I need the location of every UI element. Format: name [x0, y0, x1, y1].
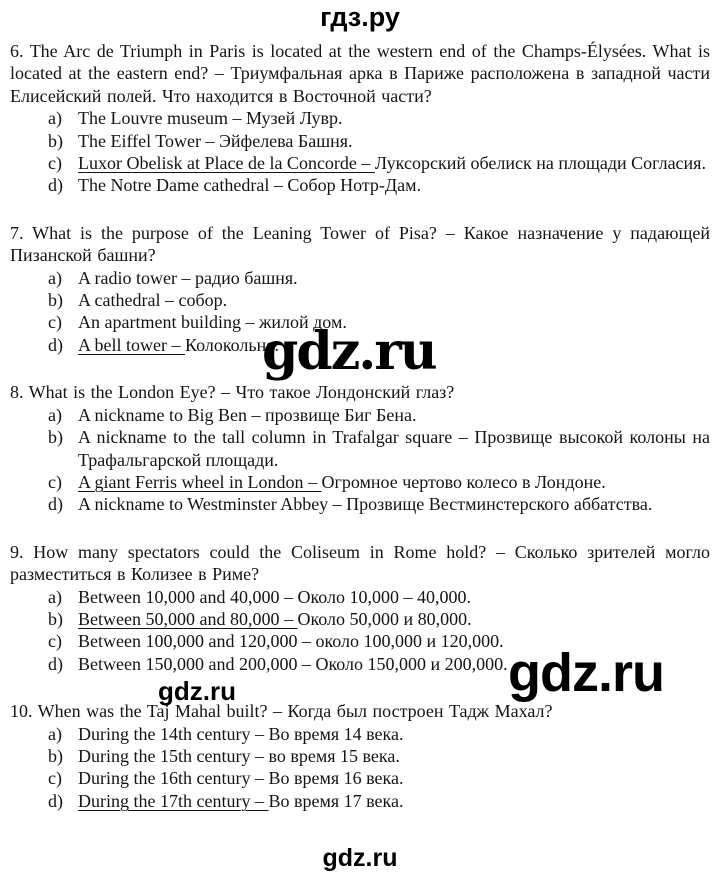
option-label: a)	[48, 404, 62, 425]
option-text: A cathedral – собор.	[78, 290, 228, 311]
option-label: a)	[48, 586, 62, 607]
gdz-watermark-large: gdz.ru	[508, 643, 664, 703]
option-text-correct: During the 17th century – Во время 17 века.	[78, 790, 404, 811]
option-label: d)	[48, 790, 63, 811]
option-label: b)	[48, 130, 63, 151]
option-text: During the 14th century – Во время 14 века.	[78, 723, 404, 744]
option-label: a)	[48, 267, 62, 288]
option-label: b)	[48, 290, 63, 311]
option-text-correct: Between 50,000 and 80,000 – Около 50,000 и 80,000.	[78, 608, 472, 629]
question-block	[10, 700, 710, 812]
option-label: c)	[48, 153, 62, 174]
option-label: c)	[48, 471, 62, 492]
answer-option	[10, 723, 710, 745]
option-label: a)	[48, 723, 62, 744]
underlined-answer: A bell tower –	[78, 334, 185, 355]
answer-option	[10, 586, 710, 608]
gdz-watermark-middle: gdz.ru	[262, 321, 436, 382]
answer-option	[10, 608, 710, 630]
option-label: d)	[48, 334, 63, 355]
answer-option	[10, 471, 710, 493]
option-label: b)	[48, 427, 63, 448]
option-label: d)	[48, 175, 63, 196]
options-list	[10, 107, 710, 197]
answer-option	[10, 493, 710, 515]
answer-option	[10, 152, 710, 174]
question-text: 8. What is the London Eye? – Что такое Лондонский глаз?	[10, 382, 455, 403]
answer-option	[10, 174, 710, 196]
option-text: Between 150,000 and 200,000 – Около 150,000 и 200,000.	[78, 653, 508, 674]
options-list	[10, 723, 710, 813]
question-text: 10. When was the Taj Mahal built? – Когда был построен Тадж Махал?	[10, 701, 553, 722]
option-text: A nickname to Westminster Abbey – Прозвище Вестминстерского аббатства.	[78, 494, 653, 515]
option-label: b)	[48, 608, 63, 629]
option-text: The Notre Dame cathedral – Собор Нотр-Дам.	[78, 175, 422, 196]
answer-option	[10, 130, 710, 152]
answer-option	[10, 426, 710, 471]
option-text: During the 15th century – во время 15 века.	[78, 745, 400, 766]
option-text-correct: A bell tower – Колокольня.	[78, 334, 280, 355]
option-label: b)	[48, 745, 63, 766]
option-text: A nickname to the tall column in Trafalgar square – Прозвище высокой колоны на Трафальгарской площади.	[78, 427, 710, 470]
gdz-logo-header: гдз.ру	[320, 2, 400, 32]
option-text: During the 16th century – Во время 16 века.	[78, 768, 404, 789]
options-list	[10, 404, 710, 516]
option-text: Between 10,000 and 40,000 – Около 10,000 – 40,000.	[78, 586, 472, 607]
option-text: A radio tower – радио башня.	[78, 267, 298, 288]
option-label: d)	[48, 494, 63, 515]
underlined-answer: During the 17th century –	[78, 790, 269, 811]
option-text: The Louvre museum – Музей Лувр.	[78, 108, 343, 129]
question-block	[10, 381, 710, 515]
answer-option	[10, 767, 710, 789]
question-text: 7. What is the purpose of the Leaning Tower of Pisa? – Какое назначение у падающей Пизанской башни?	[10, 222, 710, 266]
answer-option	[10, 289, 710, 311]
answer-option	[10, 745, 710, 767]
answer-option	[10, 107, 710, 129]
question-block	[10, 40, 710, 197]
gdz-logo-footer: gdz.ru	[322, 843, 398, 872]
option-label: d)	[48, 653, 63, 674]
underlined-answer: Between 50,000 and 80,000 –	[78, 608, 298, 629]
option-text-correct: Luxor Obelisk at Place de la Concorde – Луксорский обелиск на площади Согласия.	[78, 153, 706, 174]
option-text: A nickname to Big Ben – прозвище Биг Бена.	[78, 404, 417, 425]
option-text: An apartment building – жилой дом.	[78, 312, 347, 333]
option-text: Between 100,000 and 120,000 – около 100,000 и 120,000.	[78, 631, 504, 652]
option-label: a)	[48, 108, 62, 129]
underlined-answer: A giant Ferris wheel in London –	[78, 471, 322, 492]
answer-option	[10, 790, 710, 812]
underlined-answer: Luxor Obelisk at Place de la Concorde –	[78, 153, 375, 174]
option-text: The Eiffel Tower – Эйфелева Башня.	[78, 130, 353, 151]
option-text-correct: A giant Ferris wheel in London – Огромное чертово колесо в Лондоне.	[78, 471, 606, 492]
answer-option	[10, 404, 710, 426]
option-label: c)	[48, 312, 62, 333]
option-label: c)	[48, 768, 62, 789]
option-label: c)	[48, 631, 62, 652]
question-text: 6. The Arc de Triumph in Paris is located at the western end of the Champs-Élysées. What is located at the eastern end? – Триумфальная арка в Париже расположена в западной части Елисейский полей. Что находится в Восточной части?	[10, 41, 710, 106]
gdz-watermark-small: gdz.ru	[158, 676, 236, 706]
answer-option	[10, 267, 710, 289]
question-text: 9. How many spectators could the Coliseum in Rome hold? – Сколько зрителей могло разместиться в Колизее в Риме?	[10, 541, 710, 585]
